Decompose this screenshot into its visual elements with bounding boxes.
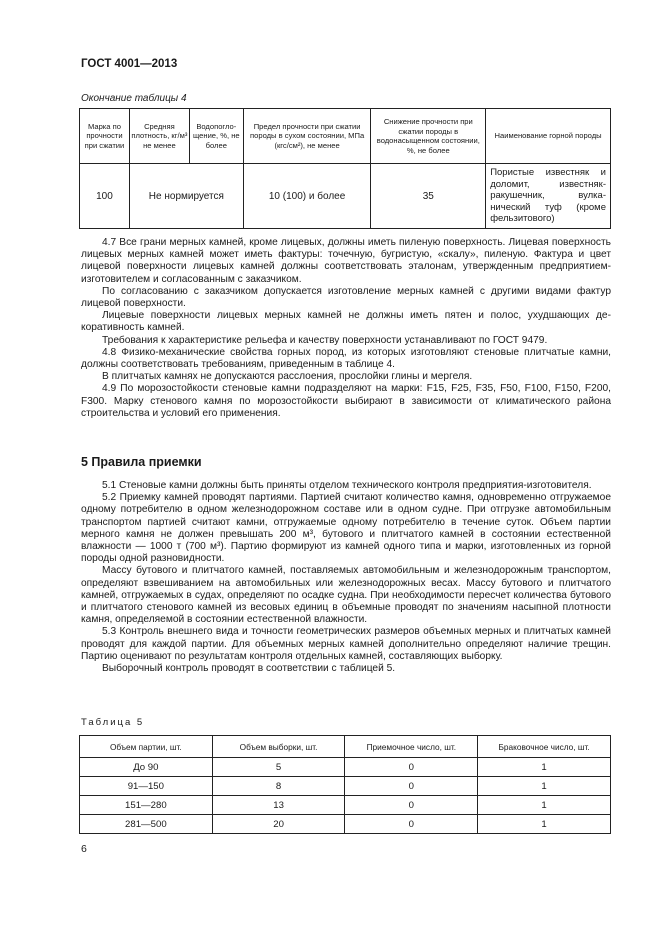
table4-caption: Окончание таблицы 4 — [81, 93, 187, 104]
paragraph: Массу бутового и плитчатого камней, поставляемых автомобильным и железнодорожным транспортом, определяют взвешиванием на автомобильных или железнодорожных весах. Массу бутового и плитчатого камней, отгружаемых в судах, определяют по осадке судна. При необходимости пересчет количества бутового и плитчатого стенового камней из весовых единиц в объемные проводят по значениям насыпной плотности камня, определяемой в состоянии естественной влажности. — [81, 565, 611, 626]
table-cell: 0 — [345, 815, 478, 834]
table-row — [80, 164, 611, 229]
table4-cell-grade: 100 — [80, 164, 130, 229]
table5-header-rejection-number: Браковочное число, шт. — [478, 736, 611, 758]
table-cell: 1 — [478, 796, 611, 815]
table4-header-density: Средняя плотность, кг/м³ не менее — [129, 109, 189, 164]
table-cell: 0 — [345, 777, 478, 796]
table-row — [80, 758, 611, 777]
table-cell: 151—280 — [80, 796, 213, 815]
table-cell: 20 — [212, 815, 345, 834]
table-cell: 8 — [212, 777, 345, 796]
table5-header-row — [80, 736, 611, 758]
table-row — [80, 815, 611, 834]
table-5 — [79, 735, 611, 834]
table4-header-rock-name: Наименование горной породы — [486, 109, 611, 164]
document-header: ГОСТ 4001—2013 — [81, 58, 178, 70]
table-cell: 5 — [212, 758, 345, 777]
table4-header-water-absorption: Водопоглощение, %, не более — [189, 109, 243, 164]
table-cell: 1 — [478, 777, 611, 796]
table5-header-sample-size: Объем выборки, шт. — [212, 736, 345, 758]
table4-cell-reduction: 35 — [371, 164, 486, 229]
paragraph: 4.9 По морозостойкости стеновые камни подразделяют на марки: F15, F25, F35, F50, F100, F150, F200, F300. Марку стенового камня по морозостойкости выбирают в зависимости от климатического района строительства и условий его применения. — [81, 383, 611, 419]
paragraph: 5.1 Стеновые камни должны быть приняты отделом технического контроля предприятия-изготовителя. — [102, 480, 592, 491]
paragraph: 4.8 Физико-механические свойства горных пород, из которых изготовляют стеновые плитчатые камни, должны соответствовать требованиям, приведенным в таблице 4. — [81, 346, 611, 371]
clause-4-text — [81, 237, 611, 420]
table-cell: 0 — [345, 796, 478, 815]
table-row — [80, 777, 611, 796]
section-5-heading: 5 Правила приемки — [81, 455, 202, 469]
table5-header-acceptance-number: Приемочное число, шт. — [345, 736, 478, 758]
table-row — [80, 796, 611, 815]
paragraph: По согласованию с заказчиком допускается изготовление мерных камней с другими видами фактур лицевой поверхности. — [81, 285, 611, 310]
paragraph: Требования к характеристике рельефа и качеству поверхности устанавливают по ГОСТ 9479. — [102, 334, 548, 346]
table-cell: 91—150 — [80, 777, 213, 796]
paragraph: 5.2 Приемку камней проводят партиями. Партией считают количество камня, одновременно отгружаемое одному потребителю в одном железнодорожном составе или в одном судне. При отгрузке автомобильным транспортом партией считают камни, отгружаемые одному потребителю в течение суток. Объем партии мерного камня не должен превышать 200 м³, бутового и плитчатого камней в состоянии естественной влажности — 1000 т (700 м³). Партию формируют из камней одного типа и марки, изготовленных из горной породы одной разновидности. — [81, 492, 611, 565]
clause-5-text — [81, 480, 611, 675]
table4-header-grade: Марка по прочности при сжатии — [80, 109, 130, 164]
paragraph: Выборочный контроль проводят в соответствии с таблицей 5. — [102, 663, 396, 675]
table-cell: 1 — [478, 758, 611, 777]
table5-caption: Таблица 5 — [81, 717, 145, 728]
table-cell: До 90 — [80, 758, 213, 777]
table4-header-strength-reduction: Снижение прочности при сжатии породы в водонасыщенном состоянии, %, не более — [371, 109, 486, 164]
table4-cell-rock: Пористые известняк и доломит, известняк-ракушечник, вулканический туф (кроме фельзитового) — [486, 164, 611, 229]
page-number: 6 — [81, 843, 87, 855]
paragraph: 5.3 Контроль внешнего вида и точности геометрических размеров объемных мерных и плитчатых камней проводят для каждой партии. Для объемных мерных камней дополнительно определяют наличие трещин. Партию оценивают по результатам контроля отдельных камней, составляющих выборку. — [81, 626, 611, 662]
table-cell: 281—500 — [80, 815, 213, 834]
table4-header-row — [80, 109, 611, 164]
table-cell: 0 — [345, 758, 478, 777]
table4-header-strength-limit: Предел прочности при сжатии породы в сухом состоянии, МПа (кгс/см²), не менее — [243, 109, 371, 164]
table-4 — [79, 108, 611, 229]
paragraph: 4.7 Все грани мерных камней, кроме лицевых, должны иметь пиленую поверхность. Лицевая поверхность лицевых мерных камней может иметь фактуры: точечную, бугристую, «скалу», пиленую. Фактура и цвет лицевой поверхности лицевых камней должны соответствовать эталонам, утвержденным предприятием-изготовителем и согласованным с заказчиком. — [81, 237, 611, 285]
table-cell: 13 — [212, 796, 345, 815]
paragraph: Лицевые поверхности лицевых мерных камней не должны иметь пятен и полос, ухудшающих декоративность камней. — [81, 310, 611, 334]
table-cell: 1 — [478, 815, 611, 834]
paragraph: В плитчатых камнях не допускаются расслоения, прослойки глины и мергеля. — [102, 371, 473, 383]
table5-header-lot-size: Объем партии, шт. — [80, 736, 213, 758]
table4-cell-not-normalized: Не нормируется — [129, 164, 243, 229]
table4-cell-strength: 10 (100) и более — [243, 164, 371, 229]
